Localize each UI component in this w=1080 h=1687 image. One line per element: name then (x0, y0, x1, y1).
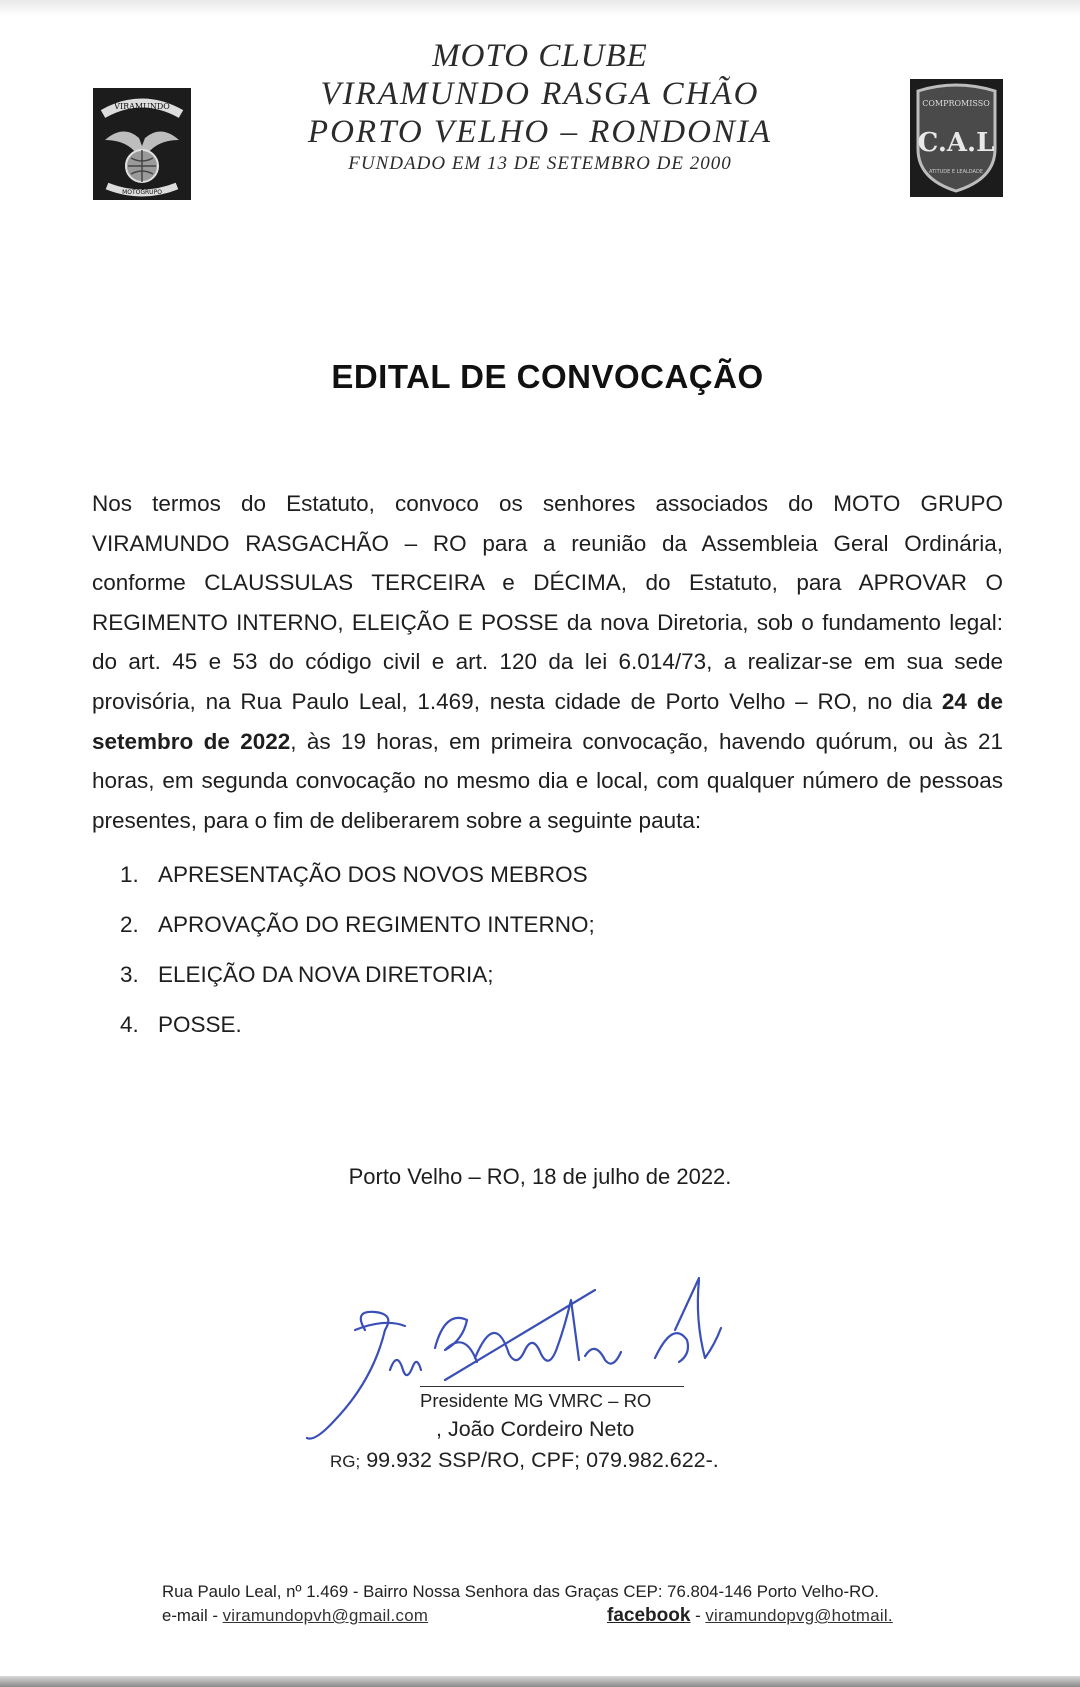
signer-role: Presidente MG VMRC – RO (420, 1390, 652, 1411)
list-item-text: APRESENTAÇÃO DOS NOVOS MEBROS (158, 862, 588, 887)
place-and-date: Porto Velho – RO, 18 de julho de 2022. (348, 1164, 732, 1189)
footer-address: Rua Paulo Leal, nº 1.469 - Bairro Nossa Senhora das Graças CEP: 76.804-146 Porto Velho-RO. (162, 1582, 879, 1601)
logo-left-bottom-text: MOTOGRUPO (122, 189, 162, 196)
scan-top-edge (0, 0, 1080, 16)
list-item-text: ELEIÇÃO DA NOVA DIRETORIA; (158, 962, 494, 987)
list-item (120, 912, 595, 962)
email-label: e-mail - (162, 1606, 223, 1625)
signer-ids (330, 1448, 719, 1473)
facebook-contact (607, 1604, 893, 1628)
header-city: PORTO VELHO – RONDONIA (307, 114, 773, 150)
signer-name: , João Cordeiro Neto (436, 1417, 635, 1441)
header-founded: FUNDADO EM 13 DE SETEMBRO DE 2000 (348, 153, 732, 174)
cal-badge-logo (910, 79, 1003, 197)
list-item (120, 862, 595, 912)
header-club-name: VIRAMUNDO RASGA CHÃO (320, 76, 760, 112)
logo-right-bottom-text: ATITUDE E LEALDADE (929, 169, 983, 175)
signature-line (420, 1386, 684, 1387)
rg-label: RG; (330, 1452, 361, 1471)
list-item-text: APROVAÇÃO DO REGIMENTO INTERNO; (158, 912, 595, 937)
list-item-number: 1. (120, 862, 139, 887)
scan-bottom-edge (0, 1676, 1080, 1687)
list-item-number: 2. (120, 912, 139, 937)
list-item-text: POSSE. (158, 1012, 242, 1037)
logo-left-top-text: VIRAMUNDO (114, 102, 170, 111)
facebook-separator: - (690, 1606, 706, 1625)
convocation-paragraph (92, 484, 1003, 840)
list-item-number: 3. (120, 962, 139, 987)
email-link[interactable]: viramundopvh@gmail.com (222, 1606, 429, 1625)
logo-right-center-text: C.A.L (917, 128, 995, 158)
footer-contact (162, 1580, 922, 1628)
list-item (120, 962, 595, 1012)
document-title: EDITAL DE CONVOCAÇÃO (331, 358, 764, 395)
list-item (120, 1012, 595, 1062)
paragraph-text-before: Nos termos do Estatuto, convoco os senhores associados do MOTO GRUPO VIRAMUNDO RASGACHÃO – RO para a reunião da Assembleia Geral Ordinária, conforme CLAUSSULAS TERCEIRA e DÉCIMA, do Estatuto, para APROVAR O REGIMENTO INTERNO, ELEIÇÃO E POSSE da nova Diretoria, sob o fundamento legal: do art. 45 e 53 do código civil e art. 120 da lei 6.014/73, a realizar-se em sua sede provisória, na Rua Paulo Leal, 1.469, nesta cidade de Porto Velho – RO, no dia (92, 491, 1003, 714)
list-item-number: 4. (120, 1012, 139, 1037)
header-club-type: MOTO CLUBE (432, 38, 648, 74)
footer-links (162, 1604, 922, 1628)
paragraph-text-after: , às 19 horas, em primeira convocação, havendo quórum, ou às 21 horas, em segunda convocação no mesmo dia e local, com qualquer número de pessoas presentes, para o fim de deliberarem sobre a seguinte pauta: (92, 728, 1003, 833)
meeting-date: 24 de setembro de 2022 (92, 688, 1003, 754)
agenda-list (120, 862, 595, 1062)
logo-right-top-text: COMPROMISSO (922, 99, 990, 108)
facebook-link[interactable]: viramundopvg@hotmail. (705, 1606, 893, 1625)
facebook-label: facebook (607, 1605, 691, 1626)
signer-id-numbers: 99.932 SSP/RO, CPF; 079.982.622-. (360, 1448, 719, 1472)
